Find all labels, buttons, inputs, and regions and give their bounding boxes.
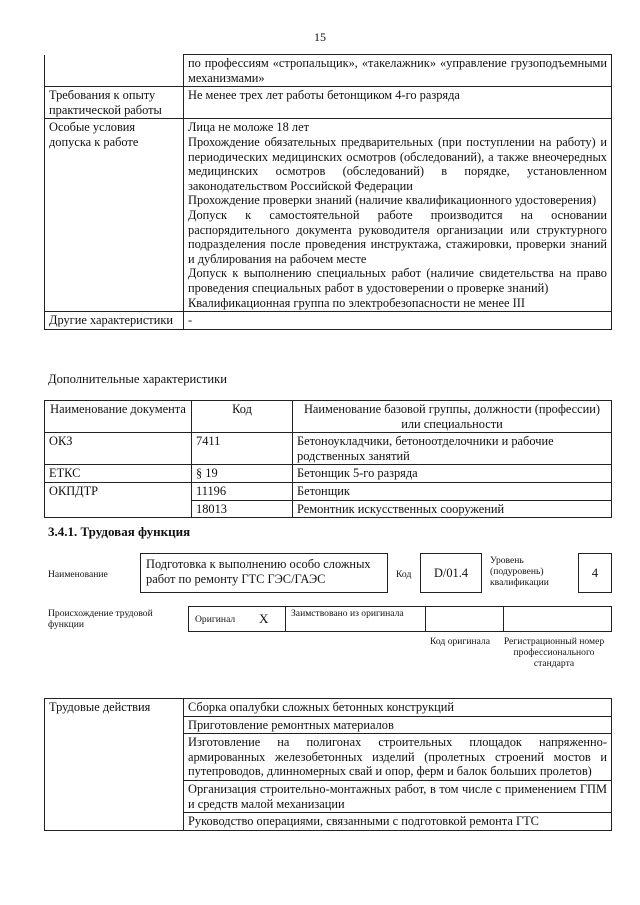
code-original-label: Код оригинала [429, 636, 491, 647]
row-value: Не менее трех лет работы бетонщиком 4-го разряда [184, 87, 612, 119]
original-mark: X [259, 611, 269, 626]
action-item: Приготовление ремонтных материалов [184, 716, 612, 734]
condition-line: Прохождение проверки знаний (наличие квалификационного удостоверения) [188, 193, 597, 208]
action-item: Сборка опалубки сложных бетонных конструкций [184, 699, 612, 717]
row-value [184, 119, 612, 312]
row-label: Особые условия допуска к работе [45, 119, 184, 312]
table-cell: ЕТКС [45, 465, 192, 483]
level-box [578, 553, 612, 593]
additional-table [44, 400, 612, 518]
name-label: Наименование [48, 569, 108, 580]
actions-table [44, 698, 612, 831]
function-name-box [140, 553, 388, 593]
function-name: Подготовка к выполнению особо сложных работ по ремонту ГТС ГЭС/ГАЭС [146, 557, 371, 586]
code-label: Код [396, 569, 412, 580]
table-cell: Бетоноукладчики, бетоноотделочники и рабочие родственных занятий [293, 433, 612, 465]
table-row [45, 482, 612, 500]
row-label: Другие характеристики [45, 312, 184, 330]
table-row [45, 87, 612, 119]
code-box [420, 553, 482, 593]
borrowed-label: Заимствовано из оригинала [291, 608, 404, 619]
additional-title: Дополнительные характеристики [48, 372, 227, 386]
row-label: Требования к опыту практической работы [45, 87, 184, 119]
action-item: Организация строительно-монтажных работ, в том числе с применением ГПМ и средств малой механизации [184, 780, 612, 812]
page-number: 15 [314, 30, 326, 44]
condition-line: Квалификационная группа по электробезопасности не менее III [188, 295, 525, 310]
table-cell: 7411 [192, 433, 293, 465]
actions-label: Трудовые действия [45, 699, 184, 831]
original-label: Оригинал [195, 614, 236, 625]
table-row [45, 55, 612, 87]
table-cell: § 19 [192, 465, 293, 483]
qualification-table [44, 54, 612, 330]
table-row [45, 500, 612, 518]
level-label: Уровень (подуровень) квалификации [490, 555, 549, 588]
table-cell: 18013 [192, 500, 293, 518]
function-code: D/01.4 [433, 566, 469, 580]
table-header-row [45, 401, 612, 433]
table-row [45, 465, 612, 483]
origin-label: Происхождение трудовой функции [48, 608, 153, 630]
table-row [45, 312, 612, 330]
column-header: Код [192, 401, 293, 433]
table-cell: ОКПДТР [45, 482, 192, 500]
level-value: 4 [591, 566, 599, 580]
table-cell [45, 500, 192, 518]
column-header: Наименование базовой группы, должности (профессии) или специальности [293, 401, 612, 433]
action-item: Руководство операциями, связанными с подготовкой ремонта ГТС [184, 813, 612, 831]
table-cell: 11196 [192, 482, 293, 500]
condition-line: Допуск к выполнению специальных работ (наличие свидетельства на право проведения специальных работ в удостоверении о проверке знаний) [188, 266, 607, 295]
condition-line: Лица не моложе 18 лет [188, 120, 310, 135]
row-value: - [184, 312, 612, 330]
table-cell: Ремонтник искусственных сооружений [293, 500, 612, 518]
condition-line: Допуск к самостоятельной работе производится на основании распорядительного документа руководителя организации или структурного подразделения после проведения инструктажа, стажировки, проверки знаний и дублирования на рабочем месте [188, 207, 607, 266]
origin-box [188, 606, 612, 632]
function-heading: 3.4.1. Трудовая функция [48, 524, 191, 539]
action-item: Изготовление на полигонах строительных площадок напряженно-армированных железобетонных изделий (пролетных строений мостов и путепроводов, длинномерных свай и опор, ферм и балок больших пролетов) [184, 734, 612, 781]
registration-label: Регистрационный номер профессионального стандарта [503, 636, 605, 669]
continuation-cell: по профессиям «стропальщик», «такелажник» «управление грузоподъемными механизмами» [184, 55, 612, 87]
table-row [45, 699, 612, 717]
table-row [45, 433, 612, 465]
table-cell: ОКЗ [45, 433, 192, 465]
table-cell: Бетонщик [293, 482, 612, 500]
condition-line: Прохождение обязательных предварительных (при поступлении на работу) и периодических медицинских осмотров (обследований), а также внеочередных медицинских осмотров (обследований) в порядке, установленном законодательством Российской Федерации [188, 134, 607, 193]
table-cell: Бетонщик 5-го разряда [293, 465, 612, 483]
column-header: Наименование документа [45, 401, 192, 433]
table-row [45, 119, 612, 312]
